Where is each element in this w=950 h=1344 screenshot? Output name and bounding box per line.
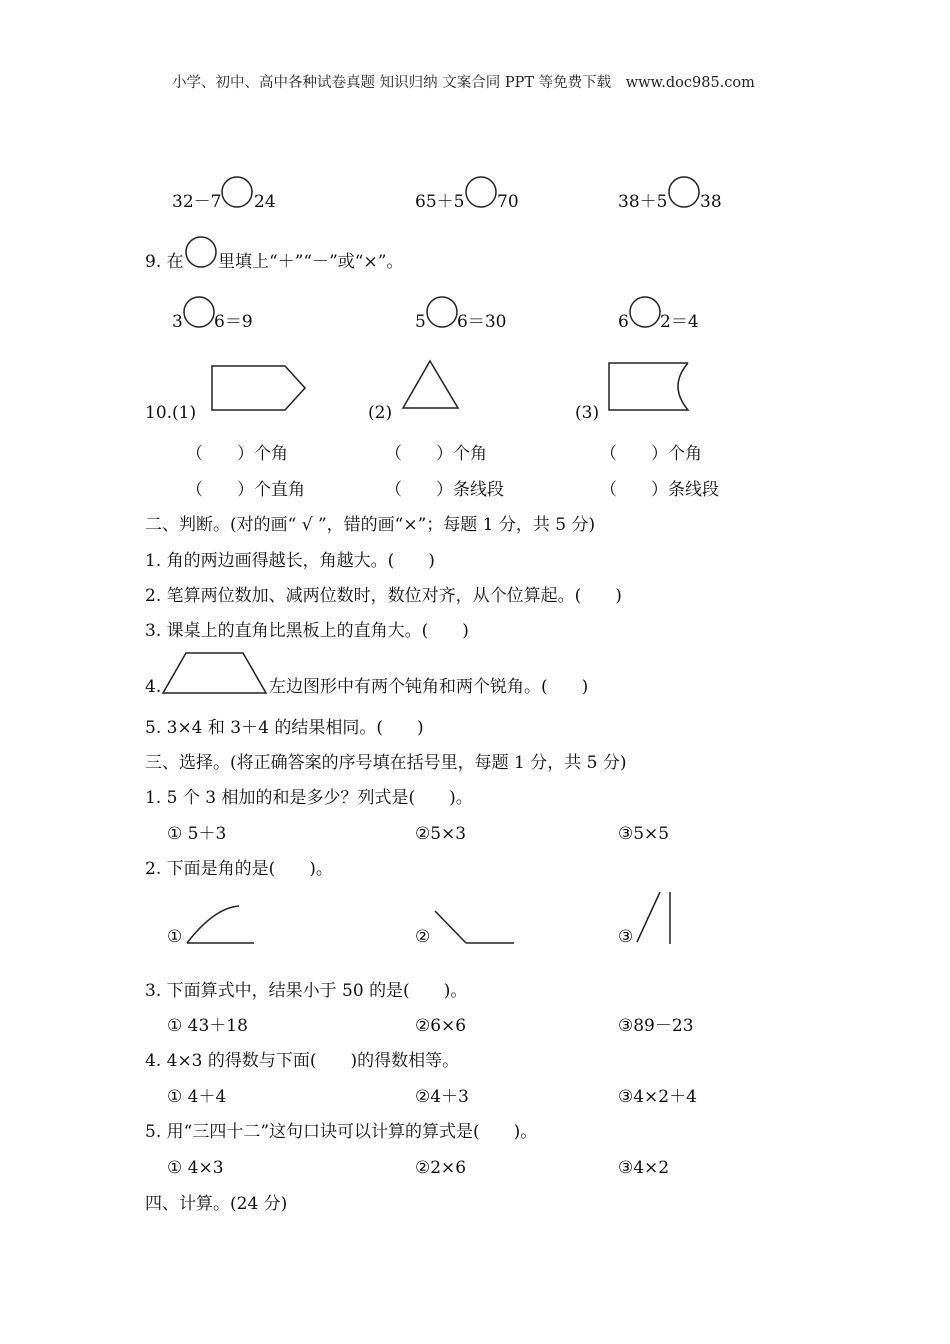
curve-angle-icon — [184, 902, 256, 946]
section-2-heading: 二、判断。(对的画“ √ ”，错的画“×”；每题 1 分，共 5 分) — [145, 515, 596, 535]
choice-option: ③4×2 — [618, 1158, 670, 1178]
section-3-heading: 三、选择。(将正确答案的序号填在括号里，每题 1 分，共 5 分) — [145, 753, 627, 773]
judge-item-3: 3. 课桌上的直角比黑板上的直角大。( ) — [145, 621, 469, 641]
equation-left: 5 — [415, 312, 426, 332]
compare-right: 70 — [497, 192, 519, 212]
choice-option: ① 5＋3 — [167, 824, 227, 844]
judge-item-5: 5. 3×4 和 3＋4 的结果相同。( ) — [145, 718, 424, 738]
equation-left: 3 — [172, 312, 183, 332]
q10-answer-blank: （ ）条线段 — [385, 480, 504, 500]
triangle-shape-icon — [400, 358, 462, 412]
equation-right: 6＝9 — [214, 312, 253, 332]
pentagon-shape-icon — [210, 364, 310, 414]
equation-right: 6＝30 — [457, 312, 507, 332]
trapezoid-shape-icon — [160, 650, 270, 696]
q10-answer-blank: （ ）个角 — [385, 444, 487, 464]
header-url: www.doc985.com — [625, 75, 755, 91]
compare-right: 38 — [700, 192, 722, 212]
q10-answer-blank: （ ）个角 — [186, 444, 288, 464]
choice-option: ① 4×3 — [167, 1158, 224, 1178]
compare-left: 32－7 — [172, 192, 222, 212]
angle-icon — [432, 908, 518, 946]
choice-option: ② — [415, 927, 431, 947]
choice-option: ②6×6 — [415, 1016, 467, 1036]
q10-label-3: (3) — [575, 403, 600, 423]
choice-option: ③ — [618, 927, 634, 947]
q9-prefix: 9. 在 — [145, 252, 184, 272]
equation-left: 6 — [618, 312, 629, 332]
choice-option: ① 43＋18 — [167, 1016, 248, 1036]
circle-icon — [184, 236, 218, 268]
judge-item-4-number: 4. — [145, 677, 162, 697]
answer-circle[interactable] — [425, 296, 459, 328]
choice-q4-stem: 4. 4×3 的得数与下面( )的得数相等。 — [145, 1051, 460, 1071]
answer-circle[interactable] — [182, 296, 216, 328]
q10-answer-blank: （ ）个直角 — [186, 480, 305, 500]
q10-label-2: (2) — [368, 403, 393, 423]
q10-answer-blank: （ ）个角 — [600, 444, 702, 464]
choice-option: ②5×3 — [415, 824, 467, 844]
choice-option: ②4＋3 — [415, 1087, 469, 1107]
choice-q1-stem: 1. 5 个 3 相加的和是多少？列式是( )。 — [145, 788, 473, 808]
answer-circle[interactable] — [220, 176, 254, 208]
answer-circle[interactable] — [667, 176, 701, 208]
page-header — [172, 76, 755, 91]
q9-instruction: 里填上“＋”“－”或“×”。 — [218, 252, 404, 272]
compare-left: 38＋5 — [618, 192, 668, 212]
judge-item-1: 1. 角的两边画得越长，角越大。( ) — [145, 551, 435, 571]
choice-option: ③4×2＋4 — [618, 1087, 697, 1107]
section-4-heading: 四、计算。(24 分) — [145, 1194, 288, 1214]
curved-shape-icon — [606, 360, 692, 414]
choice-q2-stem: 2. 下面是角的是( )。 — [145, 859, 333, 879]
judge-item-4: 左边图形中有两个钝角和两个锐角。( ) — [269, 677, 589, 697]
q10-answer-blank: （ ）条线段 — [600, 480, 719, 500]
q10-label-1: (1) — [172, 403, 197, 423]
choice-option: ① — [167, 927, 183, 947]
choice-option: ③5×5 — [618, 824, 670, 844]
judge-item-2: 2. 笔算两位数加、减两位数时，数位对齐，从个位算起。( ) — [145, 586, 622, 606]
choice-q5-stem: 5. 用“三四十二”这句口诀可以计算的算式是( )。 — [145, 1122, 538, 1142]
equation-right: 2＝4 — [660, 312, 699, 332]
choice-option: ① 4＋4 — [167, 1087, 227, 1107]
choice-option: ②2×6 — [415, 1158, 467, 1178]
choice-q3-stem: 3. 下面算式中，结果小于 50 的是( )。 — [145, 981, 468, 1001]
header-text: 小学、初中、高中各种试卷真题 知识归纳 文案合同 PPT 等免费下载 — [172, 75, 612, 91]
compare-right: 24 — [254, 192, 276, 212]
q10-number: 10. — [145, 403, 173, 423]
two-lines-icon — [634, 888, 674, 946]
answer-circle[interactable] — [464, 176, 498, 208]
answer-circle[interactable] — [628, 296, 662, 328]
compare-left: 65＋5 — [415, 192, 465, 212]
choice-option: ③89－23 — [618, 1016, 694, 1036]
